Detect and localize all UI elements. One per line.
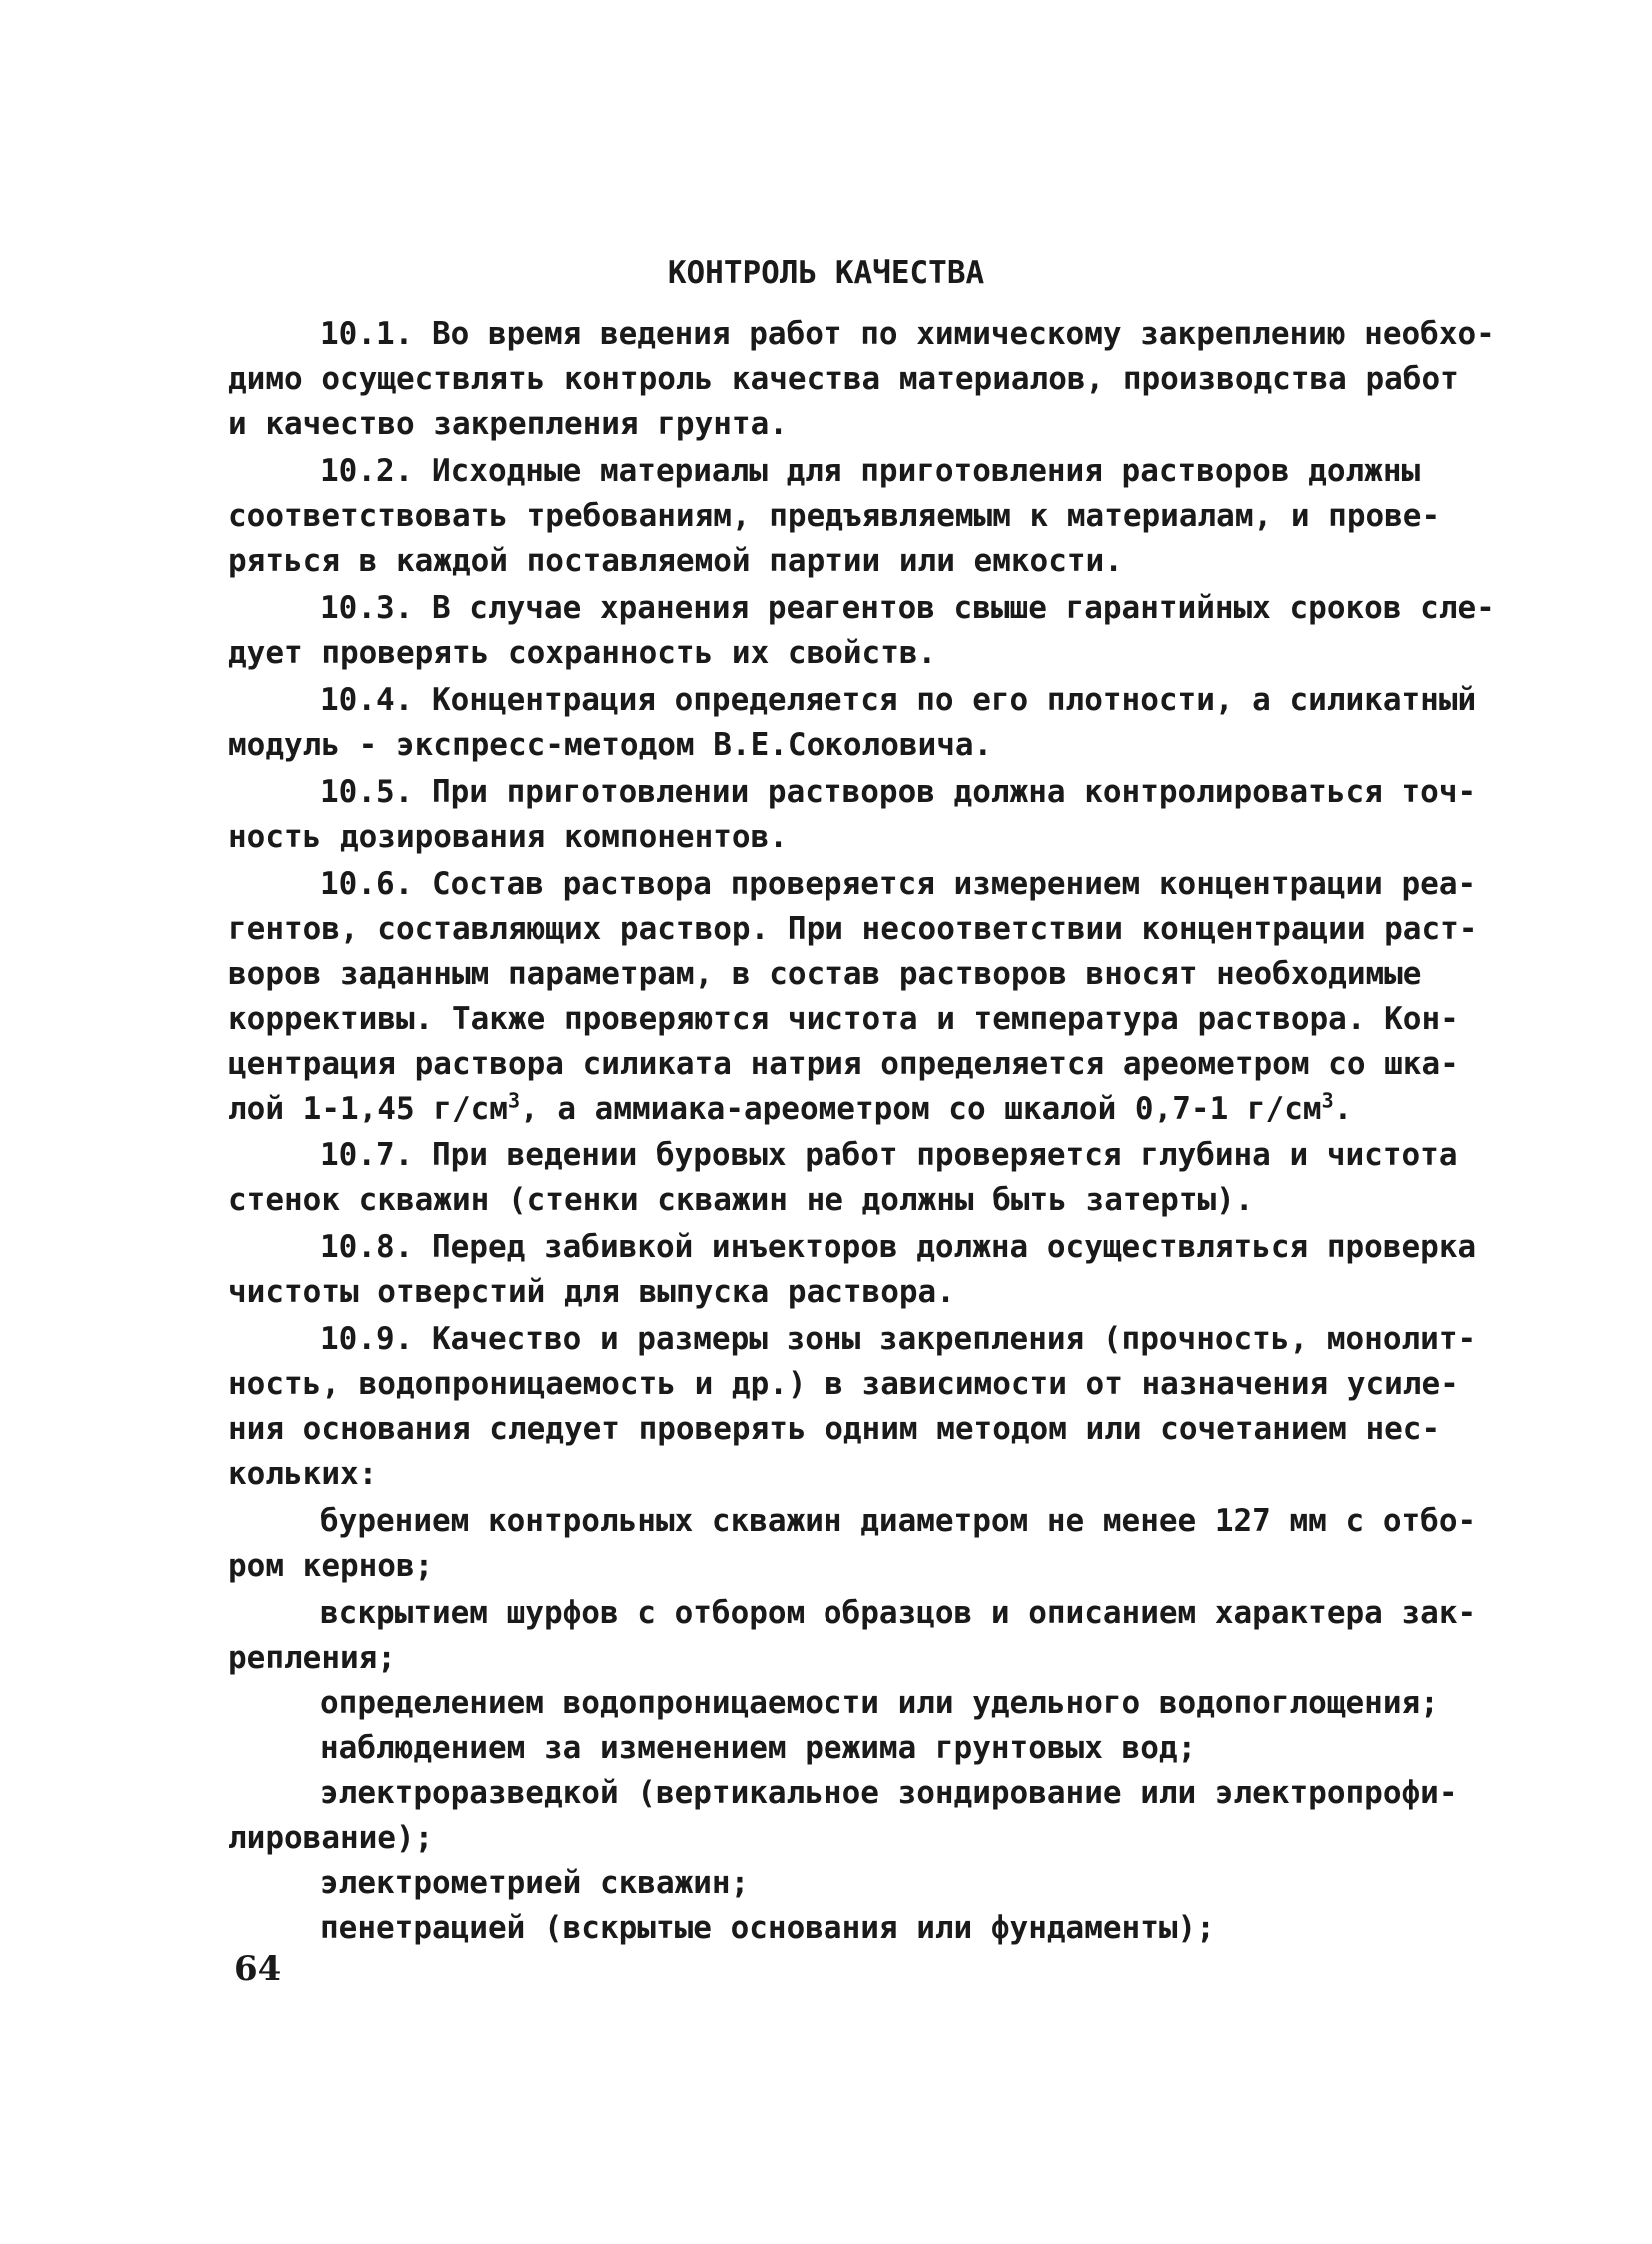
text-line: и качество закрепления грунта. xyxy=(228,406,788,442)
text-line: центрация раствора силиката натрия определяется ареометром со шка- xyxy=(228,1046,1459,1082)
list-item-continuation: лирование); xyxy=(228,1820,434,1856)
text-line: 10.9. Качество и размеры зоны закрепления (прочность, монолит- xyxy=(320,1321,1477,1357)
superscript: 3 xyxy=(1321,1088,1334,1113)
formula-line xyxy=(228,1087,1437,1131)
text-line: кольких: xyxy=(228,1456,378,1492)
text-line: 10.4. Концентрация определяется по его плотности, а силикатный xyxy=(320,682,1477,718)
text-line: модуль - экспресс-методом В.Е.Соколовича. xyxy=(228,727,993,763)
text-line: коррективы. Также проверяются чистота и температура раствора. Кон- xyxy=(228,1001,1459,1037)
text-line: димо осуществлять контроль качества материалов, производства работ xyxy=(228,361,1459,397)
text-line: воров заданным параметрам, в состав растворов вносят необходимые xyxy=(228,956,1422,992)
text-line: гентов, составляющих раствор. При несоответствии концентрации раст- xyxy=(228,911,1478,947)
document-body xyxy=(228,312,1495,1951)
formula-part: лой 1-1,45 г/см xyxy=(228,1091,508,1126)
list-item: пенетрацией (вскрытые основания или фундаменты); xyxy=(320,1910,1215,1946)
text-line: стенок скважин (стенки скважин не должны быть затерты). xyxy=(228,1182,1254,1218)
text-line: ность, водопроницаемость и др.) в зависимости от назначения усиле- xyxy=(228,1366,1459,1402)
superscript: 3 xyxy=(507,1088,521,1113)
text-line: 10.1. Во время ведения работ по химическому закреплению необхо- xyxy=(320,316,1495,352)
formula-part: . xyxy=(1333,1091,1353,1126)
text-line: 10.3. В случае хранения реагентов свыше гарантийных сроков сле- xyxy=(320,590,1495,626)
list-item: определением водопроницаемости или удельного водопоглощения; xyxy=(320,1685,1439,1721)
text-line: 10.8. Перед забивкой инъекторов должна осуществляться проверка xyxy=(320,1229,1477,1265)
text-line: ность дозирования компонентов. xyxy=(228,819,788,855)
list-item: наблюдением за изменением режима грунтовых вод; xyxy=(320,1730,1197,1766)
page-title: КОНТРОЛЬ КАЧЕСТВА xyxy=(667,255,985,291)
list-item-continuation: репления; xyxy=(228,1640,396,1676)
text-line: дует проверять сохранность их свойств. xyxy=(228,635,937,671)
text-line: 10.7. При ведении буровых работ проверяется глубина и чистота xyxy=(320,1137,1458,1173)
formula-part: , а аммиака-ареометром со шкалой 0,7-1 г/см xyxy=(520,1091,1322,1126)
list-item: бурением контрольных скважин диаметром не менее 127 мм с отбо- xyxy=(320,1503,1477,1539)
list-item: вскрытием шурфов с отбором образцов и описанием характера зак- xyxy=(320,1595,1477,1631)
page-number: 64 xyxy=(234,1949,282,1989)
text-line: 10.2. Исходные материалы для приготовления растворов должны xyxy=(320,453,1421,489)
list-item: электроразведкой (вертикальное зондирование или электропрофи- xyxy=(320,1775,1458,1811)
list-item: электрометрией скважин; xyxy=(320,1865,750,1901)
text-line: соответствовать требованиям, предъявляемым к материалам, и прове- xyxy=(228,498,1441,534)
text-line: 10.6. Состав раствора проверяется измерением концентрации реа- xyxy=(320,866,1477,902)
text-line: ряться в каждой поставляемой партии или емкости. xyxy=(228,543,1123,579)
text-line: ния основания следует проверять одним методом или сочетанием нес- xyxy=(228,1411,1441,1447)
text-line: чистоты отверстий для выпуска раствора. xyxy=(228,1274,955,1310)
text-line: 10.5. При приготовлении растворов должна контролироваться точ- xyxy=(320,774,1477,810)
list-item-continuation: ром кернов; xyxy=(228,1548,434,1584)
